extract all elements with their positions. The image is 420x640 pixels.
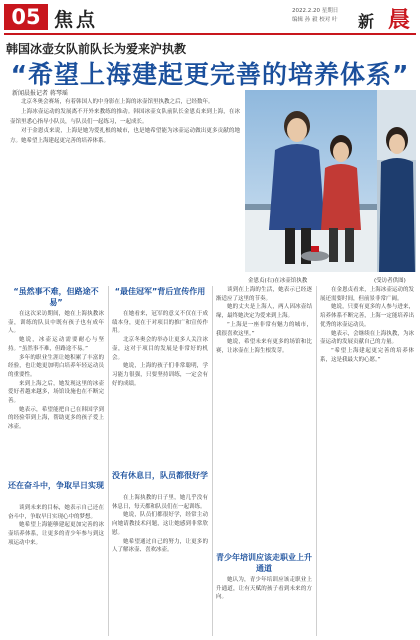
newspaper-logo [354, 3, 418, 31]
column-divider [212, 286, 213, 636]
body-paragraph: 在金恩贞看来，上海冰壶运动的发展还需要时间，但前景非常广阔。 [320, 287, 414, 302]
body-paragraph: 她希望上海能够建起更加完善的冰壶培养体系，让更多的青少年参与到这项运动中来。 [8, 522, 104, 546]
header-rule [4, 33, 416, 35]
section-title: 焦点 [54, 9, 99, 31]
body-paragraph: 她表示，希望能把自己在韩国学到的经验带到上海，帮助更多的孩子爱上冰壶。 [8, 406, 104, 431]
body-paragraph: 她的丈夫是上海人，两人因冰壶结缘，最终她决定为爱来到上海。 [216, 304, 312, 320]
body-paragraph: “希望上海建起更完善的培养体系，这是我最大的心愿。” [320, 347, 414, 363]
article-column-4 [320, 286, 414, 636]
article-byline: 新闻晨报记者 蒋琴瑶 [12, 90, 68, 97]
body-paragraph: 她希望通过自己的努力，让更多的人了解冰壶、喜欢冰壶。 [112, 538, 208, 554]
body-paragraph: 在这次采访期间，她在上海执教冰壶，训练的队员中既有孩子也有成年人。 [8, 311, 104, 335]
body-paragraph: 她说，队员们都很好学，经常主动向她请教技术问题，这让她感到非常欣慰。 [112, 512, 208, 536]
page-number: 05 [4, 4, 48, 30]
body-paragraph: 谈到在上海的生活，她表示已经逐渐适应了这里的节奏。 [216, 287, 312, 302]
body-paragraph: 在她看来，冠军的意义不仅在于成绩本身，更在于对项目的推广和宣传作用。 [112, 311, 208, 335]
body-paragraph: 她说，上海的孩子们非常聪明，学习能力很强，只要坚持训练，一定会有好的成绩。 [112, 363, 208, 387]
body-paragraph: 她认为，青少年培训应该走职业上升通道，让有天赋的孩子看到未来的方向。 [216, 577, 312, 601]
main-photo-caption: 金恩贞(右)在冰壶馆执教 [248, 278, 308, 284]
body-paragraph: 她说，只要有更多的人参与进来，培养体系不断完善，上海一定能培养出优秀的冰壶运动员。 [320, 304, 414, 328]
body-paragraph: 多年的职业生涯让她积累了丰富的经验，也让她更加明白培养年轻运动员的重要性。 [8, 354, 104, 378]
subhead: 青少年培训应该走职业上升通道 [216, 553, 312, 573]
logo-text-1: 新 [358, 12, 375, 31]
article-column-2-cont [112, 494, 208, 636]
logo-text-2: 晨 [388, 7, 411, 33]
body-paragraph: 她表示，会继续在上海执教，为冰壶运动的发展贡献自己的力量。 [320, 330, 414, 346]
publication-date: 2022.2.20 星期日 [292, 8, 339, 14]
body-paragraph: 她说，希望未来有更多的场馆和比赛，让冰壶在上海生根发芽。 [216, 339, 312, 354]
subhead: 没有休息日，队员都很好学 [112, 471, 208, 480]
column-divider [108, 286, 109, 636]
subhead: “最佳冠军”背后宣传作用 [114, 287, 206, 296]
body-paragraph: 她说，冰壶运动需要耐心与坚持。“虽然事不难，但路途不易。” [8, 337, 104, 352]
article-headline: “希望上海建起更完善的培养体系” [10, 60, 410, 89]
column-divider [316, 286, 317, 636]
article-column-3-cont [216, 576, 312, 636]
lead-paragraph: 北京冬奥会赛场，有着韩国人的中身影在上海的冰壶馆里执教之后，已经数年。 [21, 99, 214, 105]
article-column-2 [112, 310, 208, 464]
body-paragraph: “上海是一座非常有魅力的城市，我很喜欢这里。” [216, 321, 312, 337]
subhead: “虽然事不难，但路途不易” [13, 287, 99, 307]
curling-coach-photo [245, 90, 377, 272]
subhead: 还在奋斗中，争取早日实现 [8, 481, 104, 490]
side-photo-caption: (受访者供图) [374, 278, 406, 284]
main-photo [245, 90, 377, 272]
side-photo [377, 90, 416, 272]
masthead [0, 0, 420, 34]
article-lead [10, 98, 240, 147]
article-kicker: 韩国冰壶女队前队长为爱来沪执教 [6, 42, 187, 56]
body-paragraph: 北京冬奥会的举办让更多人关注冰壶，这对于项目的发展是非常好的机会。 [112, 337, 208, 361]
lead-paragraph: 上海冰壶运动的发展离不开外来教练的推动。韩国冰壶女队前队长金恩贞来到上海，在冰壶馆里悉心指导小队员，与队员们一起练习，一起成长。 [10, 108, 240, 125]
article-column-1-cont [8, 504, 104, 636]
lead-paragraph: 对于金恩贞来说，上海是她为爱扎根的城市，也是她希望能为冰壶运动做出更多贡献的地方。她希望上海建起更完善的培养体系。 [10, 128, 240, 145]
body-paragraph: 谈到未来的目标，她表示自己还在奋斗中，争取早日实现心中的梦想。 [8, 505, 104, 520]
body-paragraph: 来到上海之后，她发现这里的冰壶爱好者越来越多，场馆设施也在不断完善。 [8, 380, 104, 405]
article-column-1 [8, 310, 104, 474]
editor-credits: 编辑 孙 毅 校对 叶 [292, 17, 338, 23]
article-column-3 [216, 286, 312, 546]
portrait-photo [377, 90, 416, 272]
body-paragraph: 在上海执教的日子里，她几乎没有休息日，每天都和队员们在一起训练。 [112, 495, 208, 510]
